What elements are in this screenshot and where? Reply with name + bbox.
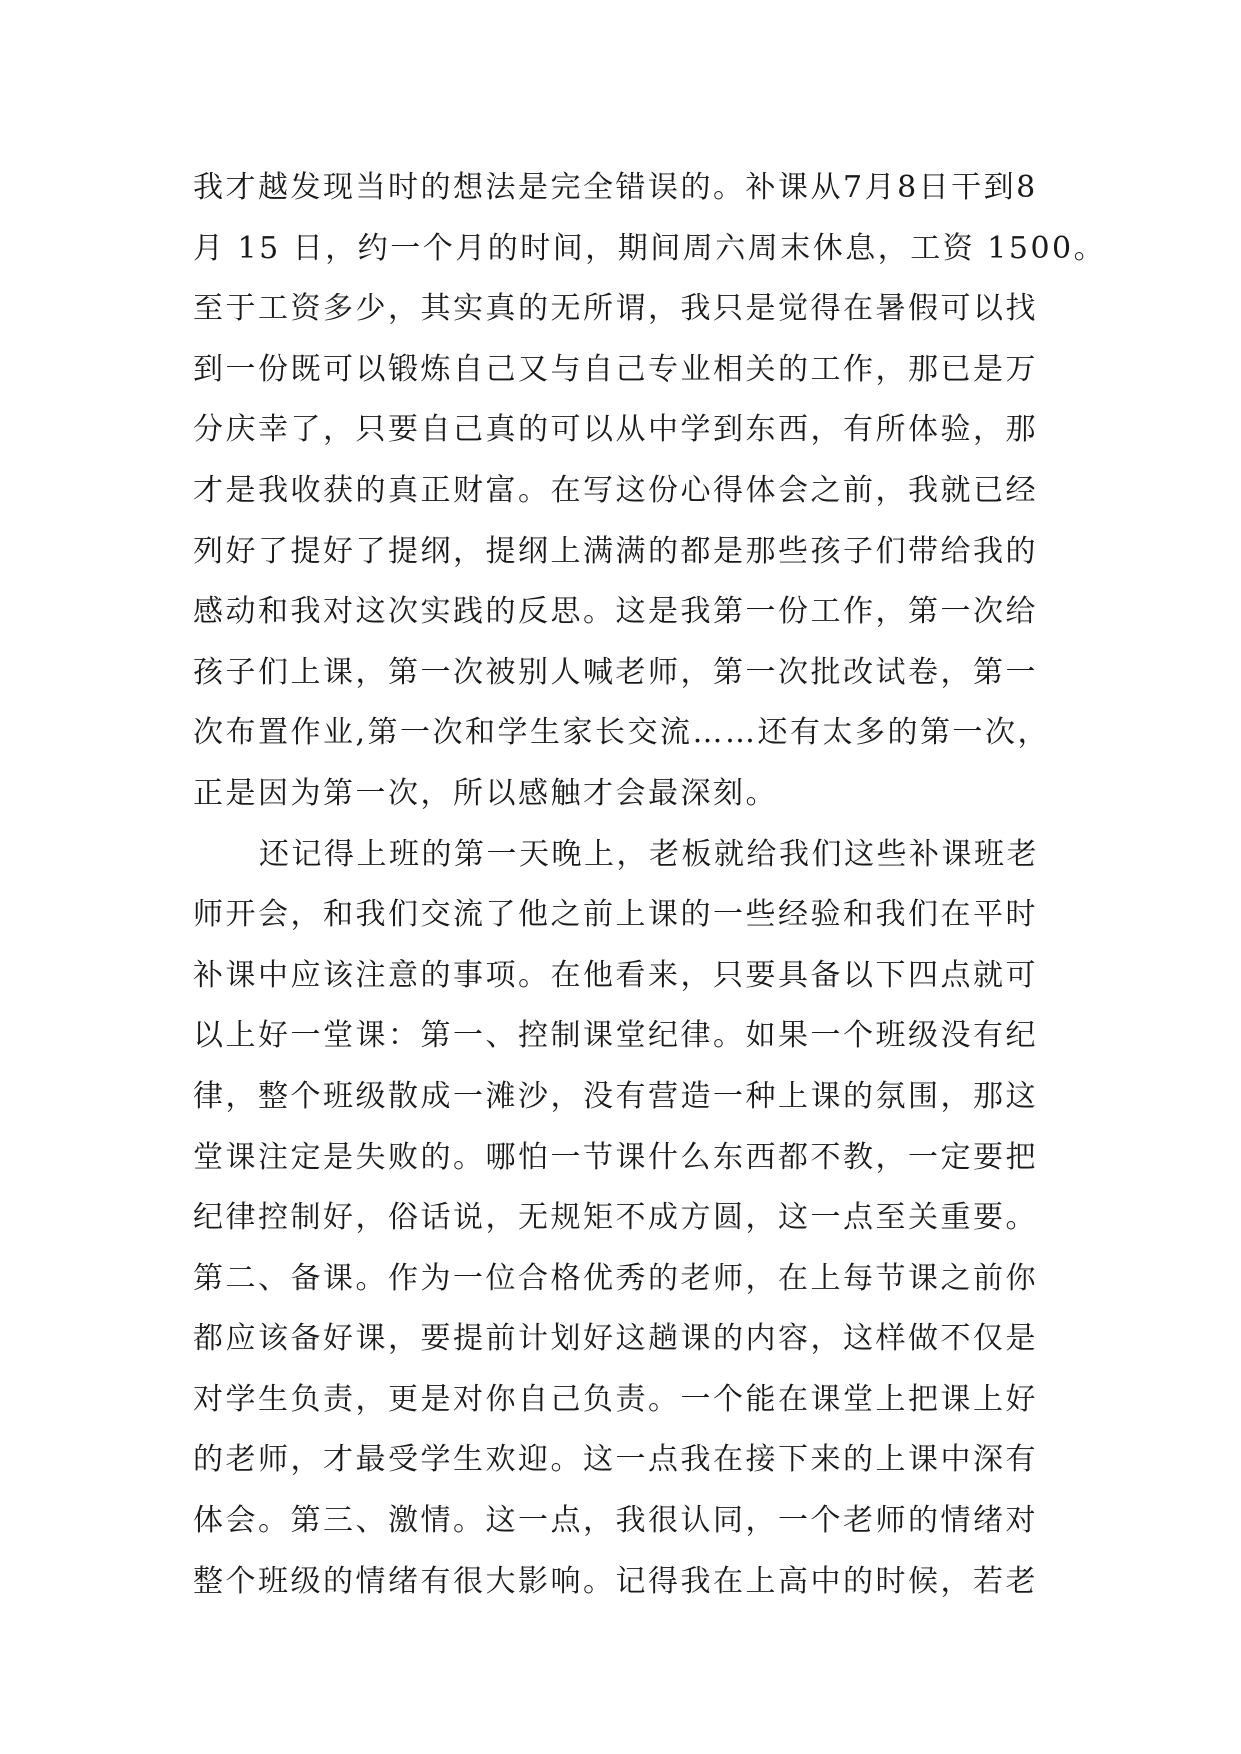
- text-line: 体会。第三、激情。这一点，我很认同，一个老师的情绪对: [193, 1503, 1038, 1539]
- text-line: 师开会，和我们交流了他之前上课的一些经验和我们在平时: [193, 897, 1038, 933]
- text-line: 列好了提好了提纲，提纲上满满的都是那些孩子们带给我的: [193, 533, 1038, 569]
- text-line: 到一份既可以锻炼自己又与自己专业相关的工作，那已是万: [193, 351, 1038, 387]
- text-line: 次布置作业,第一次和学生家长交流……还有太多的第一次，: [193, 715, 1051, 751]
- text-line: 都应该备好课，要提前计划好这趟课的内容，这样做不仅是: [193, 1321, 1038, 1357]
- text-line: 我才越发现当时的想法是完全错误的。补课从7月8日干到8: [193, 170, 1038, 205]
- text-line: 堂课注定是失败的。哪怕一节课什么东西都不教，一定要把: [193, 1139, 1038, 1175]
- text-line: 至于工资多少，其实真的无所谓，我只是觉得在暑假可以找: [193, 291, 1038, 327]
- paragraph-first-line: 还记得上班的第一天晚上，老板就给我们这些补课班老: [259, 836, 1039, 872]
- text-line: 纪律控制好，俗话说，无规矩不成方圆，这一点至关重要。: [193, 1200, 1038, 1236]
- text-line: 补课中应该注意的事项。在他看来，只要具备以下四点就可: [193, 957, 1038, 993]
- text-line: 正是因为第一次，所以感触才会最深刻。: [193, 775, 778, 811]
- text-line: 感动和我对这次实践的反思。这是我第一份工作，第一次给: [193, 594, 1038, 630]
- text-line: 才是我收获的真正财富。在写这份心得体会之前，我就已经: [193, 472, 1038, 508]
- text-line: 孩子们上课，第一次被别人喊老师，第一次批改试卷，第一: [193, 654, 1038, 690]
- text-line: 整个班级的情绪有很大影响。记得我在上高中的时候，若老: [193, 1563, 1038, 1599]
- text-line: 分庆幸了，只要自己真的可以从中学到东西，有所体验，那: [193, 412, 1038, 448]
- text-line: 以上好一堂课：第一、控制课堂纪律。如果一个班级没有纪: [193, 1018, 1038, 1054]
- text-line: 月 15 日，约一个月的时间，期间周六周末休息，工资 1500。: [193, 230, 1107, 266]
- text-line: 第二、备课。作为一位合格优秀的老师，在上每节课之前你: [193, 1260, 1038, 1296]
- body-text: [193, 168, 1107, 1622]
- text-line: 的老师，才最受学生欢迎。这一点我在接下来的上课中深有: [193, 1442, 1038, 1478]
- text-line: 对学生负责，更是对你自己负责。一个能在课堂上把课上好: [193, 1381, 1038, 1417]
- text-line: 律，整个班级散成一滩沙，没有营造一种上课的氛围，那这: [193, 1078, 1038, 1114]
